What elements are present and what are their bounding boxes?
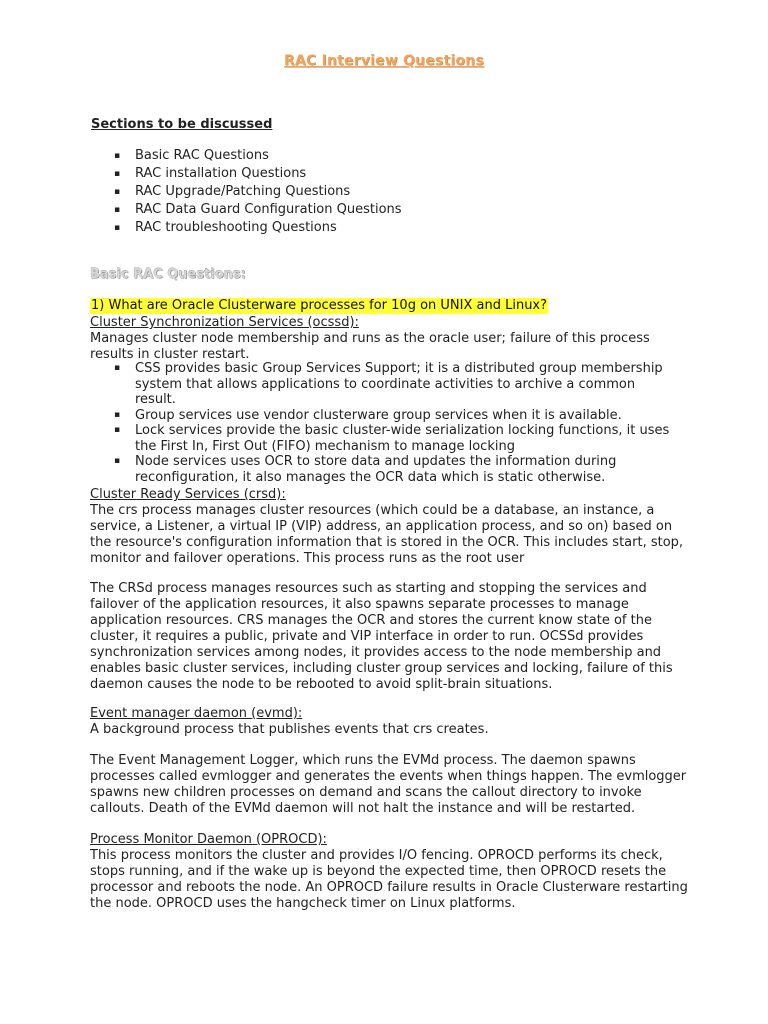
sections-list — [90, 147, 690, 237]
bullet-icon: ▪ — [114, 151, 121, 161]
bullet-icon: ▪ — [114, 456, 121, 466]
list-item — [90, 219, 690, 237]
section-item-label: RAC Data Guard Configuration Questions — [135, 202, 402, 217]
section-item-label: RAC installation Questions — [135, 166, 307, 181]
evmd-text-1: A background process that publishes events that crs creates. — [90, 722, 489, 737]
crsd-section — [90, 487, 690, 567]
ocssd-bullet-list — [90, 361, 680, 485]
bullet-icon: ▪ — [114, 187, 121, 197]
section-item-label: Basic RAC Questions — [135, 148, 269, 163]
ocssd-section — [90, 315, 690, 363]
question-1: 1) What are Oracle Clusterware processes for 10g on UNIX and Linux? — [91, 298, 548, 313]
bullet-icon: ▪ — [114, 409, 121, 420]
bullet-icon: ▪ — [114, 223, 121, 233]
evmd-heading: Event manager daemon (evmd): — [90, 706, 303, 721]
list-item — [90, 408, 680, 424]
crsd-text-1: The crs process manages cluster resources (which could be a database, an instance, a service, a Listener, a virtual IP (VIP) address, an application process, and so on) based on the resource's configuration information that is stored in the OCR. This includes start, stop, monitor and failover operations. This process runs as the root user — [90, 503, 684, 566]
evmd-paragraph-2 — [90, 753, 690, 817]
bullet-text: Lock services provide the basic cluster-wide serialization locking functions, it uses the First In, First Out (FIFO) mechanism to manage locking — [135, 423, 670, 454]
list-item — [90, 454, 680, 485]
bullet-icon: ▪ — [114, 425, 121, 435]
evmd-text-2: The Event Management Logger, which runs the EVMd process. The daemon spawns processes called evmlogger and generates the events when things happen. The evmlogger spawns new children processes on demand and scans the callout directory to invoke callouts. Death of the EVMd daemon will not halt the instance and will be restarted. — [90, 753, 687, 816]
ocssd-text: Manages cluster node membership and runs as the oracle user; failure of this process results in cluster restart. — [90, 331, 650, 362]
oprocd-text: This process monitors the cluster and provides I/O fencing. OPROCD performs its check, stops running, and if the wake up is beyond the expected time, then OPROCD resets the processor and reboots the node. An OPROCD failure results in Oracle Clusterware restarting the node. OPROCD uses the hangcheck timer on Linux platforms. — [90, 848, 688, 911]
crsd-text-2: The CRSd process manages resources such as starting and stopping the services and failover of the application resources, it also spawns separate processes to manage application resources. CRS manages the OCR and stores the current know state of the cluster, it requires a public, private and VIP interface in order to run. OCSSd provides synchronization services among nodes, it provides access to the node membership and enables basic cluster services, including cluster group services and locking, failure of this daemon causes the node to be rebooted to avoid split-brain situations. — [90, 581, 673, 692]
basic-rac-heading: Basic RAC Questions: — [90, 267, 246, 282]
list-item — [90, 201, 690, 219]
section-item-label: RAC troubleshooting Questions — [135, 220, 337, 235]
bullet-text: Node services uses OCR to store data and updates the information during reconfiguration, it also manages the OCR data which is static otherwise. — [135, 454, 617, 485]
section-item-label: RAC Upgrade/Patching Questions — [135, 184, 351, 199]
list-item — [90, 183, 690, 201]
crsd-paragraph-2 — [90, 581, 690, 693]
oprocd-heading: Process Monitor Daemon (OPROCD): — [90, 832, 327, 847]
list-item — [90, 147, 690, 165]
ocssd-heading: Cluster Synchronization Services (ocssd): — [90, 315, 359, 330]
bullet-icon: ▪ — [114, 205, 121, 215]
list-item — [90, 165, 690, 183]
evmd-section — [90, 706, 690, 738]
sections-heading: Sections to be discussed — [91, 117, 273, 132]
list-item — [90, 361, 680, 408]
document-title: RAC Interview Questions — [284, 53, 484, 69]
bullet-icon: ▪ — [114, 169, 121, 179]
bullet-icon: ▪ — [114, 363, 121, 373]
oprocd-section — [90, 832, 690, 912]
bullet-text: CSS provides basic Group Services Support; it is a distributed group membership system that allows applications to coordinate activities to archive a common result. — [135, 361, 663, 407]
bullet-text: Group services use vendor clusterware group services when it is available. — [135, 407, 622, 423]
crsd-heading: Cluster Ready Services (crsd): — [90, 487, 286, 502]
list-item — [90, 423, 680, 454]
